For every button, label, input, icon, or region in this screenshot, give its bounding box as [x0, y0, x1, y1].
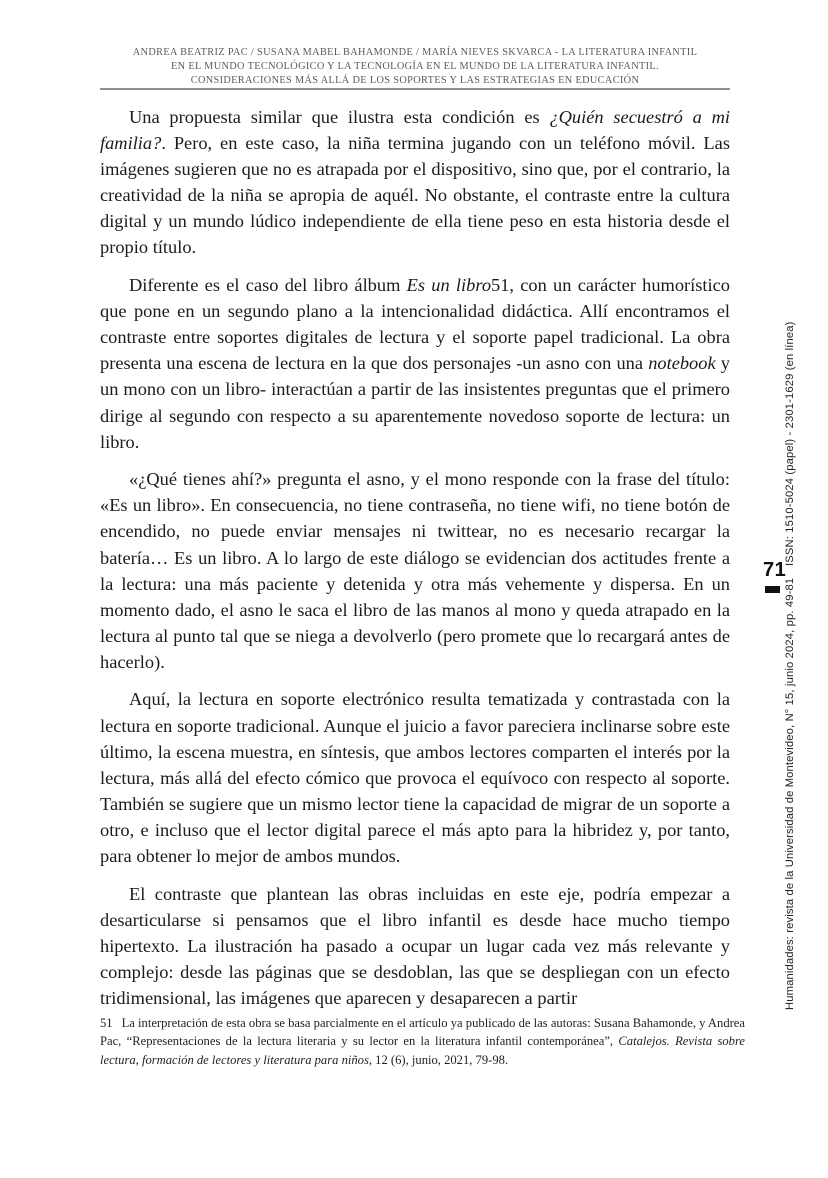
- footnote-number: 51: [100, 1016, 113, 1030]
- body-paragraph: Diferente es el caso del libro álbum Es un libro51, con un carácter humorístico que pone en un segundo plano a la intencionalidad didáctica. Allí encontramos el contraste entre soportes digitales de lectura y el soporte papel tradicional. La obra presenta una escena de lectura en la que dos personajes -un asno con una notebook y un mono con un libro- interactúan a partir de las insistentes preguntas que el primero dirige al segundo con respecto a su aparentemente novedoso soporte de lectura: un libro.: [100, 275, 730, 452]
- body-paragraph: Aquí, la lectura en soporte electrónico resulta tematizada y contrastada con la lectura en soporte tradicional. Aunque el juicio a favor pareciera inclinarse sobre este último, la escena muestra, en síntesis, que ambos lectores comparten el interés por la lectura, más allá del efecto cómico que provoca el equívoco con respecto al soporte. También se sugiere que un mismo lector tiene la capacidad de migrar de un soporte a otro, e incluso que el lector digital parece el más apto para la hibridez y, por tanto, para obtener lo mejor de ambos mundos.: [100, 689, 730, 867]
- footnote: [100, 1014, 745, 1069]
- body-paragraph: Una propuesta similar que ilustra esta condición es ¿Quién secuestró a mi familia?. Pero, en este caso, la niña termina jugando con un teléfono móvil. Las imágenes sugieren que no es atrapada por el dispositivo, sino que, por el contrario, la creatividad de la niña se apropia de aquél. No obstante, el contraste entre la cultura digital y un mundo lúdico independiente de ella tiene peso en esta historia desde el propio título.: [100, 107, 730, 258]
- page-marker-block: [765, 586, 780, 593]
- body-paragraph: El contraste que plantean las obras incluidas en este eje, podría empezar a desarticularse si pensamos que el libro infantil es desde hace mucho tiempo hipertexto. La ilustración ha pasado a ocupar un lugar cada vez más relevante y complejo: desde las páginas que se desdoblan, las que se despliegan con un efecto tridimensional, las imágenes que aparecen y desaparecen a partir: [100, 883, 730, 1008]
- running-header: [100, 46, 730, 89]
- running-header-line-2: EN EL MUNDO TECNOLÓGICO Y LA TECNOLOGÍA EN EL MUNDO DE LA LITERATURA INFANTIL.: [171, 61, 659, 73]
- body-text-column: [100, 104, 730, 1011]
- footnote-text: La interpretación de esta obra se basa parcialmente en el artículo ya publicado de las autoras: Susana Bahamonde, y Andrea Pac, “Representaciones de la lectura literaria y su lector en la literatura infantil contemporánea”, Catalejos. Revista sobre lectura, formación de lectores y literatura para niños, 12 (6), junio, 2021, 79-98.: [100, 1016, 746, 1067]
- body-paragraph: «¿Qué tienes ahí?» pregunta el asno, y el mono responde con la frase del título: «Es un libro». En consecuencia, no tiene contraseña, no tiene wifi, no tiene botón de encendido, no puede enviar mensajes ni twittear, no es necesario recargar la batería… Es un libro. A lo largo de este diálogo se evidencian dos actitudes frente a la lectura: una más paciente y detenida y otra más vehemente y dispersa. En un momento dado, el asno le saca el libro de las manos al mono y queda atrapado en la lectura al punto tal que se niega a devolverlo (pero promete que lo recargará antes de hacerlo).: [100, 469, 730, 672]
- sidebar-journal-info: Humanidades: revista de la Universidad de Montevideo, N° 15, junio 2024, pp. 49-81: [784, 577, 796, 1010]
- sidebar-issn: ISSN: 1510-5024 (papel) - 2301-1629 (en línea): [784, 321, 796, 566]
- page-number: 71: [763, 559, 787, 581]
- running-header-line-1: ANDREA BEATRIZ PAC / SUSANA MABEL BAHAMONDE / MARÍA NIEVES SKVARCA - LA LITERATURA INFANTIL: [132, 47, 698, 58]
- header-divider-rule: [100, 88, 730, 90]
- running-header-line-3: CONSIDERACIONES MÁS ALLÁ DE LOS SOPORTES Y LAS ESTRATEGIAS EN EDUCACIÓN: [190, 75, 640, 87]
